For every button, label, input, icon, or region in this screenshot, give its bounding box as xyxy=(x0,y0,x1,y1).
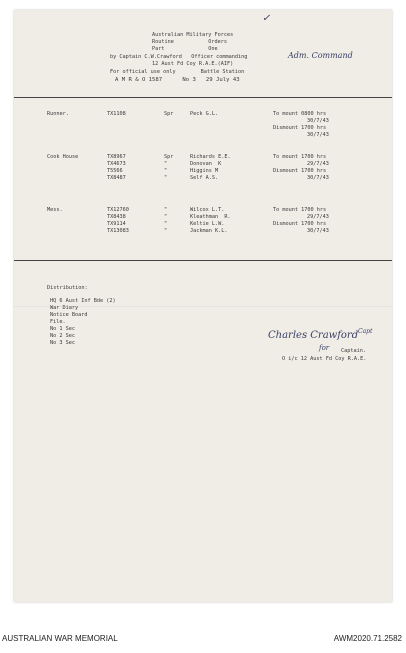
duty-rank: " xyxy=(164,207,168,213)
tick-mark: ✓ xyxy=(262,13,271,24)
duty-name: Cook House xyxy=(47,154,79,160)
distribution-item: No 2 Sec xyxy=(50,333,75,339)
duty-name: Peck G.L. xyxy=(190,111,219,117)
duty-rank: " xyxy=(164,175,168,181)
distribution-item: No 3 Sec xyxy=(50,340,75,346)
duty-name: Self A.S. xyxy=(190,175,219,181)
signature-title: Captain. xyxy=(341,348,366,354)
duty-no: TX13083 xyxy=(107,228,129,234)
duty-name: Mess. xyxy=(47,207,63,213)
header-official: For official use only Battle Station xyxy=(110,69,245,75)
footer-accession: AWM2020.71.2582 xyxy=(333,634,402,643)
duty-note: 29/7/43 xyxy=(307,214,329,220)
signature-unit: O i/c 12 Aust Fd Coy R.A.E. xyxy=(282,356,367,362)
distribution-title: Distribution: xyxy=(47,285,88,291)
duty-rank: " xyxy=(164,214,168,220)
distribution-item: HQ 6 Aust Inf Bde (2) xyxy=(50,298,116,304)
header-order-number: A M R & O 1587 No 3 29 July 43 xyxy=(115,77,240,83)
duty-note: 30/7/43 xyxy=(307,175,329,181)
duty-no: TX9114 xyxy=(107,221,126,227)
duty-name: Kleathman R. xyxy=(190,214,231,220)
duty-name: Keltie L.W. xyxy=(190,221,225,227)
duty-name: Wilcox L.T. xyxy=(190,207,225,213)
divider-bottom xyxy=(14,260,392,261)
duty-note: To mount 1700 hrs xyxy=(273,154,327,160)
duty-note: 30/7/43 xyxy=(307,118,329,124)
duty-note: Dismount 1700 hrs xyxy=(273,221,327,227)
duty-name: Runner. xyxy=(47,111,69,117)
duty-no: TX8967 xyxy=(107,154,126,160)
duty-rank: " xyxy=(164,168,168,174)
duty-no: TX12760 xyxy=(107,207,129,213)
header-by: by Captain C.W.Crawford Officer commanding xyxy=(110,54,248,60)
duty-rank: " xyxy=(164,161,168,167)
duty-note: 29/7/43 xyxy=(307,161,329,167)
header-unit: 12 Aust Fd Coy R.A.E.(AIF) xyxy=(152,61,234,67)
distribution-item: Notice Board xyxy=(50,312,88,318)
duty-name: Higgins M xyxy=(190,168,219,174)
distribution-item: File. xyxy=(50,319,66,325)
duty-no: TX8438 xyxy=(107,214,126,220)
duty-rank: " xyxy=(164,228,168,234)
duty-rank: " xyxy=(164,221,168,227)
signature-rank: Capt xyxy=(358,328,373,335)
signature: Charles Crawford xyxy=(268,330,359,341)
duty-name: Donovan K xyxy=(190,161,222,167)
duty-no: T5566 xyxy=(107,168,123,174)
duty-note: 30/7/43 xyxy=(307,228,329,234)
header-routine: Routine Orders xyxy=(152,39,227,45)
duty-rank: Spr xyxy=(164,154,174,160)
duty-no: TX8487 xyxy=(107,175,126,181)
duty-note: To mount 1700 hrs xyxy=(273,207,327,213)
duty-name: Jackman K.L. xyxy=(190,228,228,234)
distribution-item: No 1 Sec xyxy=(50,326,75,332)
duty-rank: Spr xyxy=(164,111,174,117)
header-part: Part One xyxy=(152,46,218,52)
header-forces: Australian Military Forces xyxy=(152,32,234,38)
duty-note: Dismount 1700 hrs xyxy=(273,168,327,174)
duty-note: Dismount 1700 hrs xyxy=(273,125,327,131)
document-page xyxy=(14,10,392,602)
duty-no: TX4673 xyxy=(107,161,126,167)
signature-for: for xyxy=(319,344,330,352)
footer-institution: AUSTRALIAN WAR MEMORIAL xyxy=(2,634,118,643)
duty-note: To mount 0800 hrs xyxy=(273,111,327,117)
divider-top xyxy=(14,97,392,98)
distribution-item: War Diary xyxy=(50,305,79,311)
handwritten-command: Adm. Command xyxy=(288,51,353,60)
duty-name: Richards E.E. xyxy=(190,154,231,160)
duty-note: 30/7/43 xyxy=(307,132,329,138)
duty-no: TX1108 xyxy=(107,111,126,117)
